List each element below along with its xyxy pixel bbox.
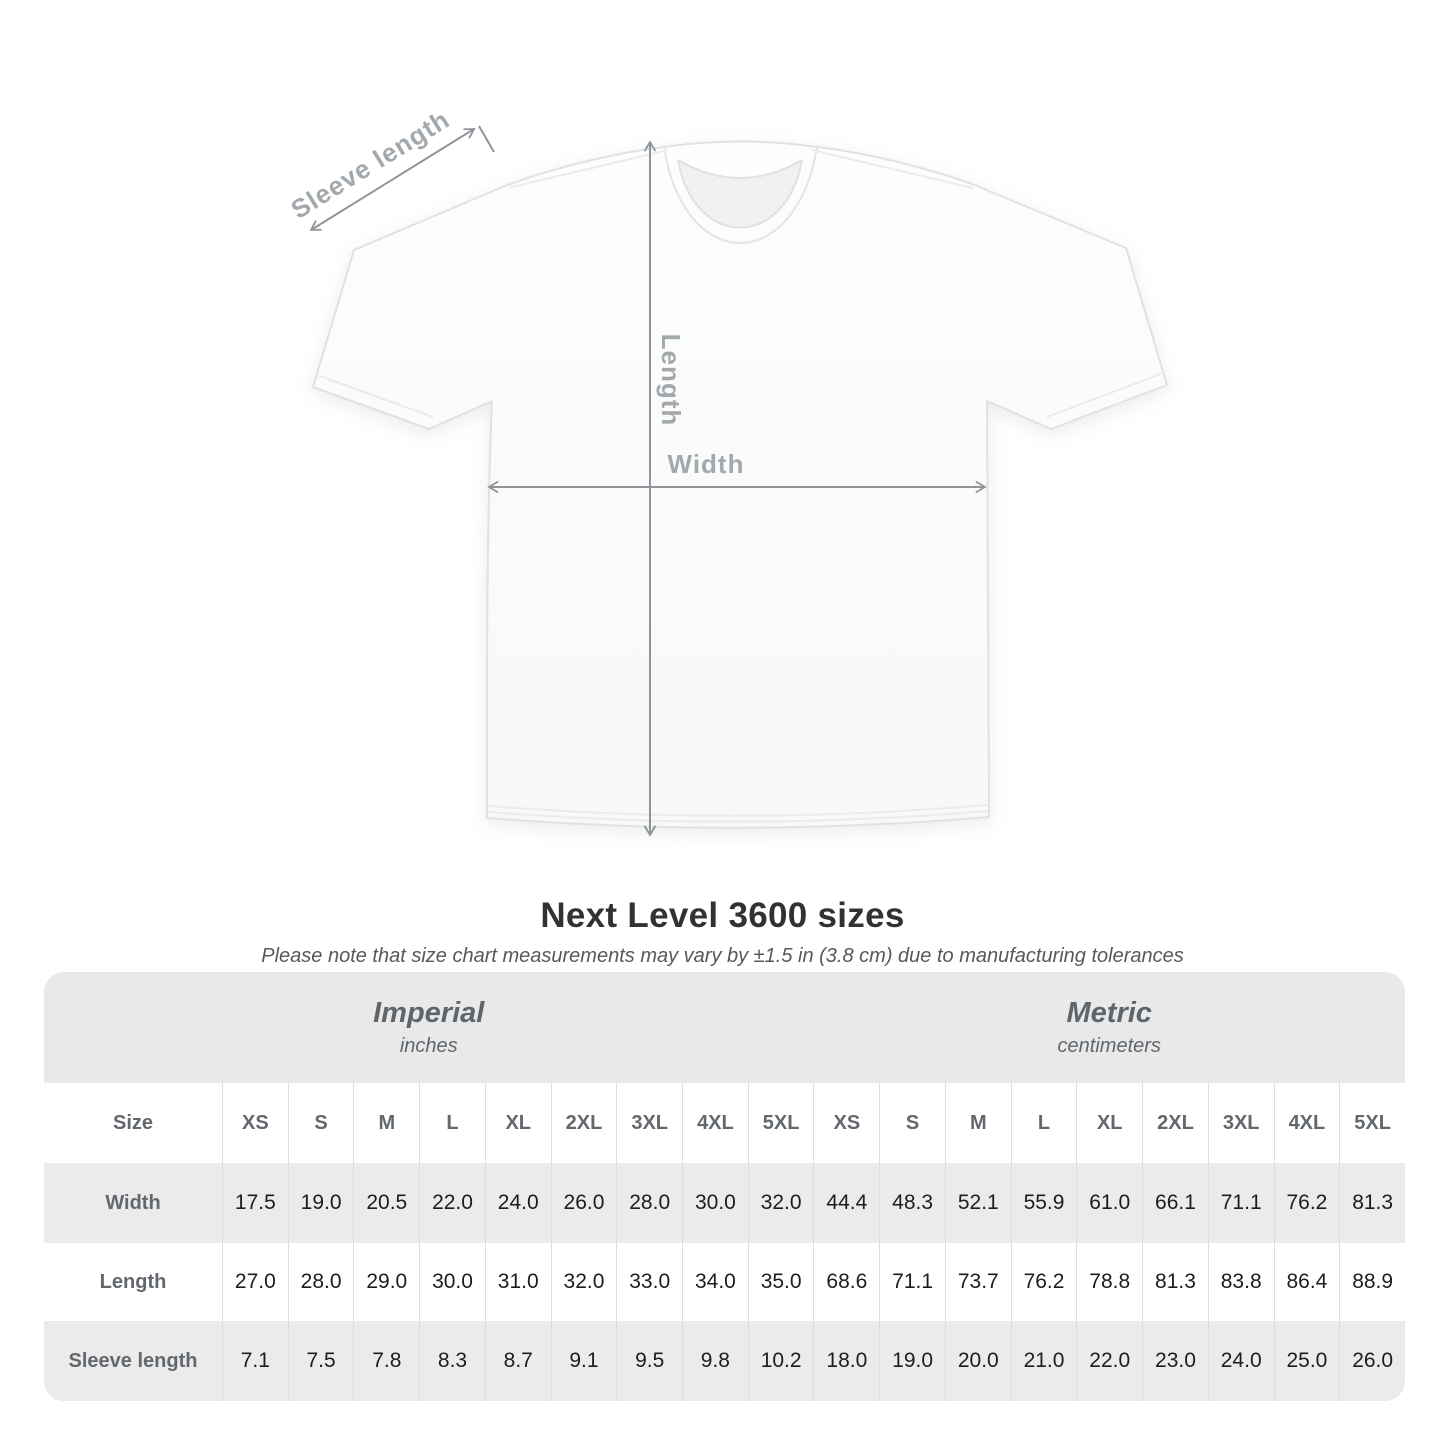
measurement-value-metric: 52.1 [945, 1163, 1011, 1243]
size-column-header-imperial: L [419, 1083, 485, 1163]
sleeve-length-label: Sleeve length [285, 104, 455, 225]
measurement-value-metric: 88.9 [1339, 1243, 1405, 1321]
size-column-header-metric: 4XL [1274, 1083, 1340, 1163]
metric-group-unit: centimeters [1057, 1035, 1161, 1057]
measurement-value-imperial: 30.0 [682, 1163, 748, 1243]
measurement-value-imperial: 34.0 [682, 1243, 748, 1321]
measurement-value-metric: 76.2 [1274, 1163, 1340, 1243]
measurement-value-imperial: 29.0 [353, 1243, 419, 1321]
measurement-value-imperial: 27.0 [222, 1243, 288, 1321]
imperial-group-title: Imperial [373, 997, 485, 1029]
measurement-value-imperial: 9.8 [682, 1321, 748, 1401]
measurement-value-metric: 44.4 [813, 1163, 879, 1243]
imperial-group-header [44, 972, 813, 1083]
metric-group-header [813, 972, 1405, 1083]
measurement-value-imperial: 9.1 [551, 1321, 617, 1401]
measurement-value-metric: 68.6 [813, 1243, 879, 1321]
measurement-value-metric: 81.3 [1142, 1243, 1208, 1321]
size-column-header-metric: S [879, 1083, 945, 1163]
measurement-value-imperial: 9.5 [616, 1321, 682, 1401]
measurement-value-imperial: 28.0 [288, 1243, 354, 1321]
size-column-header-imperial: 5XL [748, 1083, 814, 1163]
size-column-header-imperial: 2XL [551, 1083, 617, 1163]
measurement-value-metric: 83.8 [1208, 1243, 1274, 1321]
size-column-header-metric: 2XL [1142, 1083, 1208, 1163]
measurement-value-imperial: 31.0 [485, 1243, 551, 1321]
measurement-value-metric: 48.3 [879, 1163, 945, 1243]
width-label: Width [667, 449, 745, 479]
size-column-header-metric: XL [1076, 1083, 1142, 1163]
measurement-value-imperial: 8.7 [485, 1321, 551, 1401]
measurement-value-imperial: 24.0 [485, 1163, 551, 1243]
measurement-value-imperial: 26.0 [551, 1163, 617, 1243]
measurement-value-imperial: 32.0 [748, 1163, 814, 1243]
size-column-header-metric: 5XL [1339, 1083, 1405, 1163]
measurement-value-metric: 25.0 [1274, 1321, 1340, 1401]
tshirt-graphic [313, 142, 1167, 828]
size-corner-header: Size [112, 1111, 154, 1134]
page-title: Next Level 3600 sizes [540, 896, 905, 935]
measurement-value-metric: 24.0 [1208, 1321, 1274, 1401]
measurement-value-metric: 71.1 [1208, 1163, 1274, 1243]
size-column-header-metric: XS [813, 1083, 879, 1163]
size-column-header-metric: M [945, 1083, 1011, 1163]
heading-block [0, 896, 1445, 968]
measurement-value-imperial: 19.0 [288, 1163, 354, 1243]
measurement-value-metric: 86.4 [1274, 1243, 1340, 1321]
measurement-value-imperial: 7.8 [353, 1321, 419, 1401]
size-column-header-imperial: 4XL [682, 1083, 748, 1163]
size-column-header-imperial: XS [222, 1083, 288, 1163]
measurement-value-imperial: 7.1 [222, 1321, 288, 1401]
measurement-value-imperial: 10.2 [748, 1321, 814, 1401]
size-column-header-imperial: S [288, 1083, 354, 1163]
measurement-value-metric: 22.0 [1076, 1321, 1142, 1401]
row-label: Width [44, 1163, 222, 1243]
size-column-header-metric: L [1011, 1083, 1077, 1163]
length-label: Length [656, 333, 686, 427]
measurement-value-metric: 55.9 [1011, 1163, 1077, 1243]
measurement-value-imperial: 35.0 [748, 1243, 814, 1321]
metric-group-title: Metric [1066, 997, 1152, 1029]
measurement-value-imperial: 7.5 [288, 1321, 354, 1401]
measurement-value-imperial: 8.3 [419, 1321, 485, 1401]
row-label: Length [99, 1270, 167, 1293]
measurement-value-imperial: 20.5 [353, 1163, 419, 1243]
measurement-value-metric: 81.3 [1339, 1163, 1405, 1243]
size-column-header-metric: 3XL [1208, 1083, 1274, 1163]
measurement-value-metric: 20.0 [945, 1321, 1011, 1401]
measurement-value-imperial: 22.0 [419, 1163, 485, 1243]
measurement-value-metric: 26.0 [1339, 1321, 1405, 1401]
size-column-header-imperial: 3XL [616, 1083, 682, 1163]
measurement-value-metric: 19.0 [879, 1321, 945, 1401]
row-label: Sleeve length [44, 1321, 222, 1401]
measurement-value-metric: 18.0 [813, 1321, 879, 1401]
measurement-value-imperial: 32.0 [551, 1243, 617, 1321]
sleeve-length-tick [479, 126, 494, 152]
measurement-value-metric: 61.0 [1076, 1163, 1142, 1243]
measurement-value-metric: 23.0 [1142, 1321, 1208, 1401]
measurement-value-metric: 73.7 [945, 1243, 1011, 1321]
size-column-header-imperial: XL [485, 1083, 551, 1163]
measurement-value-imperial: 28.0 [616, 1163, 682, 1243]
tolerance-note: Please note that size chart measurements may vary by ±1.5 in (3.8 cm) due to manufacturing tolerances [261, 945, 1184, 967]
measurement-value-imperial: 30.0 [419, 1243, 485, 1321]
measurement-value-metric: 71.1 [879, 1243, 945, 1321]
size-table [44, 972, 1405, 1401]
imperial-group-unit: inches [399, 1035, 458, 1057]
measurement-value-metric: 78.8 [1076, 1243, 1142, 1321]
tshirt-body [313, 142, 1167, 828]
measurement-value-metric: 21.0 [1011, 1321, 1077, 1401]
measurement-value-metric: 66.1 [1142, 1163, 1208, 1243]
measurement-value-imperial: 17.5 [222, 1163, 288, 1243]
measurement-value-metric: 76.2 [1011, 1243, 1077, 1321]
size-column-header-imperial: M [353, 1083, 419, 1163]
measurement-value-imperial: 33.0 [616, 1243, 682, 1321]
